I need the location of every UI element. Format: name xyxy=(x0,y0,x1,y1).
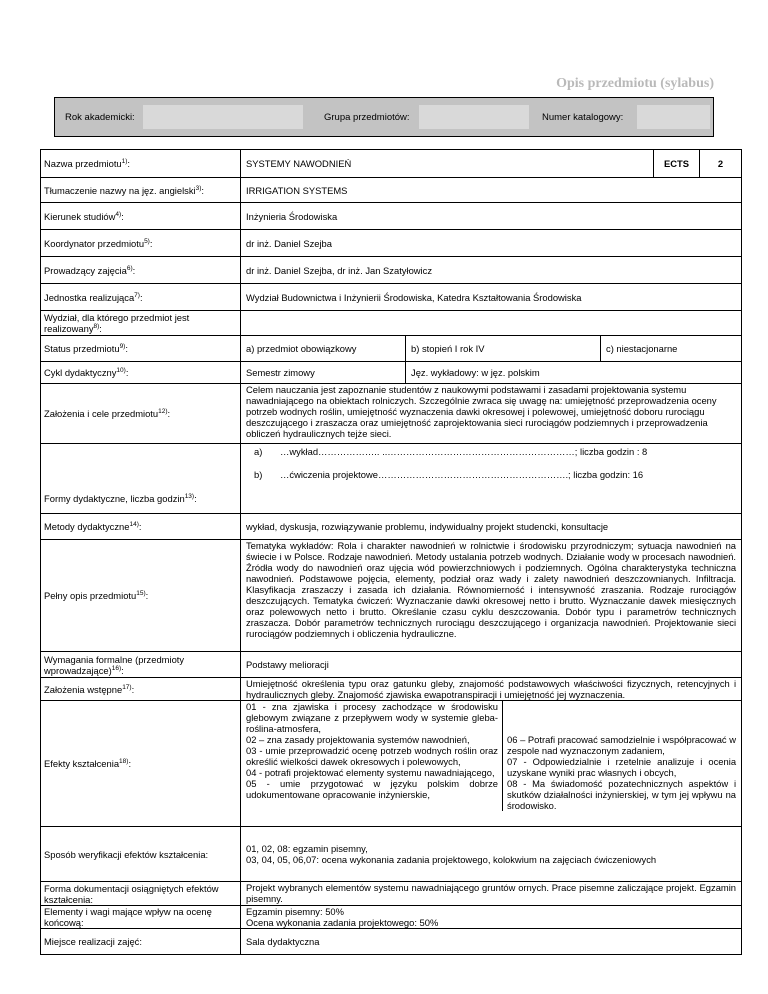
catalog-number-field xyxy=(637,105,710,129)
description-label: Pełny opis przedmiotu$^{15)}$: xyxy=(41,540,241,652)
effect-item: 05 - umie przygotować w języku polskim dobrze udokumentowane opracowanie inżynierskie, xyxy=(246,778,498,800)
prerequisites-label: Założenia wstępne$^{17)}$: xyxy=(41,678,241,701)
documentation-value: Projekt wybranych elementów systemu nawadniającego gruntów ornych. Prace pisemne zaliczające projekt. Egzamin pisemny. xyxy=(241,882,742,906)
verification-row xyxy=(41,827,742,882)
weights-value xyxy=(241,906,742,929)
faculty-value xyxy=(241,311,742,336)
documentation-label: Forma dokumentacji osiągniętych efektów kształcenia: xyxy=(41,882,241,906)
teachers-value: dr inż. Daniel Szejba, dr inż. Jan Szatyłowicz xyxy=(241,257,742,284)
goals-row xyxy=(41,384,742,444)
weights-line: Egzamin pisemny: 50% xyxy=(246,906,344,917)
effects-label: Efekty kształcenia$^{18)}$: xyxy=(41,701,241,827)
faculty-label: Wydział, dla którego przedmiot jest realizowany$^{8)}$: xyxy=(41,311,241,336)
methods-label: Metody dydaktyczne$^{14)}$: xyxy=(41,514,241,540)
methods-row xyxy=(41,514,742,540)
coordinator-value: dr inż. Daniel Szejba xyxy=(241,230,742,257)
verification-value xyxy=(241,827,742,882)
direction-row xyxy=(41,203,742,230)
effect-item: 06 – Potrafi pracować samodzielnie i współpracować w zespole nad wyznaczonym zadaniem, xyxy=(507,734,737,756)
coordinator-row xyxy=(41,230,742,257)
weights-label: Elementy i wagi mające wpływ na ocenę końcową: xyxy=(41,906,241,929)
unit-label: Jednostka realizująca$^{7)}$: xyxy=(41,284,241,311)
forms-row xyxy=(41,444,742,514)
effect-item: 01 - zna zjawiska i procesy zachodzące w środowisku glebowym związane z przepływem wody w systemie gleba-roślina-atmosfera, xyxy=(246,701,498,734)
top-info-bar xyxy=(54,97,714,137)
goals-label: Założenia i cele przedmiotu$^{12)}$: xyxy=(41,384,241,444)
ects-label: ECTS xyxy=(654,150,700,178)
forms-item-b: b) …ćwiczenia projektowe…………………………………………………….; liczba godzin: 16 xyxy=(254,469,644,480)
place-value: Sala dydaktyczna xyxy=(241,929,742,955)
subject-group-field xyxy=(419,105,529,129)
status-b: b) stopień I rok IV xyxy=(406,336,601,362)
effect-item: 07 - Odpowiedzialnie i rzetelnie analizuje i ocenia uzyskane wyniki prac własnych i obcych, xyxy=(507,756,737,778)
ects-value: 2 xyxy=(700,150,742,178)
forms-item-a: a) …wykład……………….. ..……………………………………………………; liczba godzin : 8 xyxy=(254,446,648,457)
direction-label: Kierunek studiów$^{4)}$: xyxy=(41,203,241,230)
effects-row xyxy=(41,701,742,827)
forms-value xyxy=(241,444,742,514)
prerequisites-row xyxy=(41,678,742,701)
effects-column-2 xyxy=(503,701,736,811)
description-row xyxy=(41,540,742,652)
place-row xyxy=(41,929,742,955)
cycle-a: Semestr zimowy xyxy=(241,362,406,384)
methods-value: wykład, dyskusja, rozwiązywanie problemu, indywidualny projekt studencki, konsultacje xyxy=(241,514,742,540)
status-c: c) niestacjonarne xyxy=(601,336,742,362)
effect-item: 02 – zna zasady projektowania systemów nawodnień, xyxy=(246,734,470,745)
requirements-label: Wymagania formalne (przedmioty wprowadzające)$^{16)}$: xyxy=(41,652,241,678)
requirements-value: Podstawy melioracji xyxy=(241,652,742,678)
catalog-number-label: Numer katalogowy: xyxy=(542,112,624,123)
cycle-b: Jęz. wykładowy: w jęz. polskim xyxy=(406,362,742,384)
subject-name-label: Nazwa przedmiotu$^{1)}$: xyxy=(41,150,241,178)
prerequisites-value: Umiejętność określenia typu oraz gatunku gleby, znajomość podstawowych właściwości fizycznych, retencyjnych i hydraulicznych gleby. Znajomość zjawiska ewapotranspiracji i umiejętność jej wyznaczenia. xyxy=(241,678,742,701)
place-label: Miejsce realizacji zajęć: xyxy=(41,929,241,955)
subject-name-row xyxy=(41,150,742,178)
weights-row xyxy=(41,906,742,929)
translation-label: Tłumaczenie nazwy na jęz. angielski$^{3)}$: xyxy=(41,178,241,203)
verification-label: Sposób weryfikacji efektów kształcenia: xyxy=(41,827,241,882)
verification-line: 01, 02, 08: egzamin pisemny, xyxy=(246,843,368,854)
effect-item: 03 - umie przeprowadzić ocenę potrzeb wodnych roślin oraz określić wielkości dawek okresowych i polewowych, xyxy=(246,745,498,767)
status-label: Status przedmiotu$^{9)}$: xyxy=(41,336,241,362)
translation-value: IRRIGATION SYSTEMS xyxy=(241,178,742,203)
subject-name-value: SYSTEMY NAWODNIEŃ xyxy=(241,150,654,178)
unit-value: Wydział Budownictwa i Inżynierii Środowiska, Katedra Kształtowania Środowiska xyxy=(241,284,742,311)
coordinator-label: Koordynator przedmiotu$^{5)}$: xyxy=(41,230,241,257)
requirements-row xyxy=(41,652,742,678)
academic-year-label: Rok akademicki: xyxy=(65,112,135,123)
subject-group-label: Grupa przedmiotów: xyxy=(324,112,410,123)
document-title: Opis przedmiotu (sylabus) xyxy=(556,76,714,91)
cycle-label: Cykl dydaktyczny$^{10)}$: xyxy=(41,362,241,384)
teachers-row xyxy=(41,257,742,284)
goals-value: Celem nauczania jest zapoznanie studentów z naukowymi podstawami i zasadami projektowania systemu nawadniającego na obiektach rolniczych. Szczególnie zwraca się uwagę na: umiejętność przeprowadzenia oceny potrzeb wodnych roślin, umiejętność wyznaczenia dawki okresowej i polewowej, umiejętność doboru rurociągu deszczującego i zraszacza oraz umiejętność zaprojektowania sieci rurociągów podziemnych i przeprowadzenia obliczeń hydraulicznych tejże sieci. xyxy=(241,384,742,444)
syllabus-table xyxy=(40,149,742,955)
effect-item: 08 - Ma świadomość pozatechnicznych aspektów i skutków działalności inżynierskiej, w tym jej wpływu na środowisko. xyxy=(507,778,737,811)
unit-row xyxy=(41,284,742,311)
direction-value: Inżynieria Środowiska xyxy=(241,203,742,230)
status-a: a) przedmiot obowiązkowy xyxy=(241,336,406,362)
effects-value xyxy=(241,701,742,827)
status-row xyxy=(41,336,742,362)
effects-column-1 xyxy=(246,701,503,811)
effect-item: 04 - potrafi projektować elementy systemu nawadniającego, xyxy=(246,767,495,778)
description-value: Tematyka wykładów: Rola i charakter nawodnień w rolnictwie i środowisku przyrodniczym; sytuacja nawodnień na świecie i w Polsce. Rodzaje nawodnień. Metody ustalania potrzeb wodnych. Działanie wody w procesach nawodnień. Źródła wody do nawodnień oraz ujęcia wód powierzchniowych i podziemnych. Ogólna charakterystyka techniczna nawodnień. Podstawowe pojęcia, elementy, podział oraz wady i zalety nawodnień deszczownianych. Infiltracja. Klasyfikacja zraszaczy i zasada ich działania. Równomierność i intensywność zraszania. Rodzaje rurociągów deszczujących. Tematyka ćwiczeń: Wyznaczanie dawki okresowej netto i brutto. Wyznaczanie dawek miesięcznych oraz polewowych netto i brutto. Określanie czasu cyklu deszczowania. Dobór typu i parametrów technicznych zraszacza. Dobór parametrów technicznych rurociągu deszczującego i organizacja nawodnień. Projektowanie sieci rurociągów podziemnych i obliczenia hydrauliczne. xyxy=(241,540,742,652)
translation-row xyxy=(41,178,742,203)
forms-label: Formy dydaktyczne, liczba godzin$^{13)}$: xyxy=(41,444,241,514)
weights-line: Ocena wykonania zadania projektowego: 50% xyxy=(246,917,439,928)
documentation-row xyxy=(41,882,742,906)
verification-line: 03, 04, 05, 06,07: ocena wykonania zadania projektowego, kolokwium na zajęciach ćwiczeniowych xyxy=(246,854,657,865)
cycle-row xyxy=(41,362,742,384)
academic-year-field xyxy=(143,105,303,129)
teachers-label: Prowadzący zajęcia$^{6)}$: xyxy=(41,257,241,284)
faculty-row xyxy=(41,311,742,336)
